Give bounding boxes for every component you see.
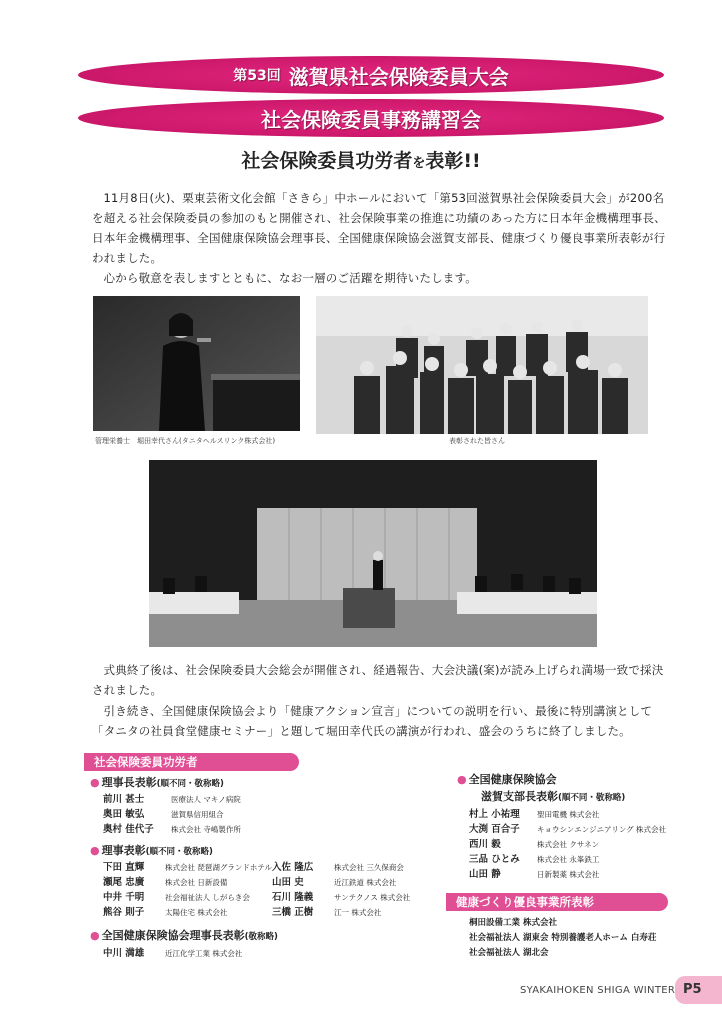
seminar-title: 社会保険委員事務講習会: [261, 107, 481, 132]
subtitle-end: 表彰!!: [425, 150, 481, 172]
awardee-org: 日新製薬 株式会社: [537, 870, 600, 879]
awardee-row: [272, 889, 410, 903]
intro-paragraph-2: 心から敬意を表しますとともに、なお一層のご活躍を期待いたします。: [103, 271, 477, 285]
category-shibucho-line2: [481, 788, 625, 804]
awardee-row: [272, 859, 404, 873]
awardee-name: 山田 史: [272, 877, 304, 888]
awardee-org: 江一 株式会社: [334, 908, 382, 917]
awardee-org: 近江鉄道 株式会社: [334, 878, 397, 887]
awardee-row: [103, 945, 242, 959]
category-title-2: 滋賀支部長表彰: [481, 790, 558, 803]
office-row: 桐田設備工業 株式会社: [469, 918, 557, 928]
healthy-office-heading: 健康づくり優良事業所表彰: [446, 893, 668, 911]
awardee-name: 奥田 敏弘: [103, 809, 145, 820]
awardee-name: 三品 ひとみ: [469, 854, 520, 865]
awardee-org: 近江化学工業 株式会社: [165, 949, 243, 958]
awardee-name: 奥村 佳代子: [103, 824, 154, 835]
awardee-org: サンテクノス 株式会社: [334, 893, 411, 902]
page-number: P5: [675, 976, 722, 1004]
category-title: 理事表彰: [101, 844, 146, 857]
awardee-name: 村上 小祐理: [469, 809, 520, 820]
awardee-name: 下田 直輝: [103, 862, 145, 873]
awardee-row: [469, 836, 599, 850]
category-riji: [90, 842, 213, 858]
category-title: 全国健康保険協会理事長表彰: [101, 929, 245, 942]
awardee-org: 社会福祉法人 しがらき会: [165, 893, 250, 902]
category-title: 全国健康保険協会: [468, 773, 557, 786]
awardee-row: [469, 851, 599, 865]
category-note: (順不同・敬称略): [145, 847, 213, 857]
subtitle-main: 社会保険委員功労者: [241, 150, 413, 172]
bullet-icon: ●: [457, 773, 467, 786]
page-subtitle: [0, 146, 722, 173]
awardee-org: 株式会社 琵琶湖グランドホテル: [165, 863, 273, 872]
awardee-row: [469, 866, 599, 880]
awardee-row: [103, 904, 227, 918]
event-number: 第53回: [233, 68, 281, 84]
awardee-name: 中井 千明: [103, 892, 145, 903]
category-rijicho: [90, 774, 224, 790]
awardee-org: 株式会社 永峯鉄工: [537, 855, 600, 864]
awardee-org: 聖田電機 株式会社: [537, 810, 600, 819]
awardee-name: 大渕 百合子: [469, 824, 520, 835]
category-note: (敬称略): [244, 932, 278, 942]
awardee-name: 熊谷 則子: [103, 907, 145, 918]
seminar-title-banner: [78, 99, 664, 137]
awardee-name: 中川 満雄: [103, 948, 145, 959]
category-title: 理事長表彰: [101, 776, 157, 789]
event-title: 滋賀県社会保険委員大会: [288, 64, 509, 89]
stage-photo: [149, 460, 597, 647]
awardee-org: 太陽住宅 株式会社: [165, 908, 228, 917]
office-row: 社会福祉法人 湖東会 特別養護老人ホーム 白寿荘: [469, 933, 657, 943]
awardee-org: 医療法人 マキノ病院: [171, 795, 241, 804]
awardee-row: [469, 821, 666, 835]
awardee-org: 株式会社 日新設備: [165, 878, 228, 887]
awardee-row: [103, 806, 224, 820]
awardee-org: 株式会社 クサネン: [537, 840, 600, 849]
awardee-row: [103, 874, 227, 888]
awardee-name: 前川 甚士: [103, 794, 145, 805]
awardee-name: 石川 隆義: [272, 892, 314, 903]
intro-paragraph: 11月8日(火)、栗東芸術文化会館「さきら」中ホールにおいて「第53回滋賀県社会保険委員大会」が200名を超える社会保険委員の参加のもと開催され、社会保険事業の推進に功績のあった方に日本年金機構理事長、日本年金機構理事、全国健康保険協会理事長、全国健康保険協会滋賀支部長、健康づくり優良事業所表彰が行われました。: [92, 191, 666, 265]
category-shibucho: [457, 771, 557, 787]
closing-paragraph-2: 引き続き、全国健康保険協会より「健康アクション宣言」についての説明を行い、最後に特別講演として「タニタの社員食堂健康セミナー」と題して堀田幸代氏の講演が行われ、盛会のうちに終了しました。: [92, 704, 653, 738]
awardee-name: 入佐 隆広: [272, 862, 314, 873]
awardee-row: [272, 874, 396, 888]
awardee-row: [272, 904, 381, 918]
category-note: (順不同・敬称略): [558, 793, 626, 803]
magazine-footer: SYAKAIHOKEN SHIGA WINTER: [520, 985, 676, 996]
bullet-icon: ●: [90, 929, 100, 942]
awardee-row: [103, 889, 250, 903]
awardee-name: 西川 毅: [469, 839, 501, 850]
awardee-row: [103, 821, 241, 835]
awardee-org: キョウシンエンジニアリング 株式会社: [537, 825, 667, 834]
awardees-photo: [316, 296, 648, 434]
awardee-name: 瀬尾 忠廣: [103, 877, 145, 888]
office-row: 社会福祉法人 湖北会: [469, 948, 549, 958]
awardees-caption: 表彰された皆さん: [449, 437, 505, 445]
awardee-name: 山田 静: [469, 869, 501, 880]
awardee-org: 滋賀県信用組合: [171, 810, 224, 819]
awardee-row: [103, 791, 241, 805]
bullet-icon: ●: [90, 776, 100, 789]
awardee-row: [469, 806, 599, 820]
speaker-caption: 管理栄養士 堀田幸代さん(タニタヘルスリンク株式会社): [95, 437, 276, 445]
event-title-banner: [78, 56, 664, 94]
speaker-photo: [93, 296, 300, 431]
bullet-icon: ●: [90, 844, 100, 857]
awardee-org: 株式会社 寺嶋製作所: [171, 825, 241, 834]
awards-heading: 社会保険委員功労者: [84, 753, 299, 771]
awardee-row: [103, 859, 272, 873]
closing-paragraph: 式典終了後は、社会保険委員大会総会が開催され、経過報告、大会決議(案)が読み上げられ満場一致で採決されました。: [92, 663, 664, 697]
subtitle-particle: を: [412, 156, 426, 171]
awardee-org: 株式会社 三久保商会: [334, 863, 404, 872]
category-note: (順不同・敬称略): [156, 779, 224, 789]
awardee-name: 三橋 正樹: [272, 907, 314, 918]
category-kyokai-rijicho: [90, 927, 278, 943]
